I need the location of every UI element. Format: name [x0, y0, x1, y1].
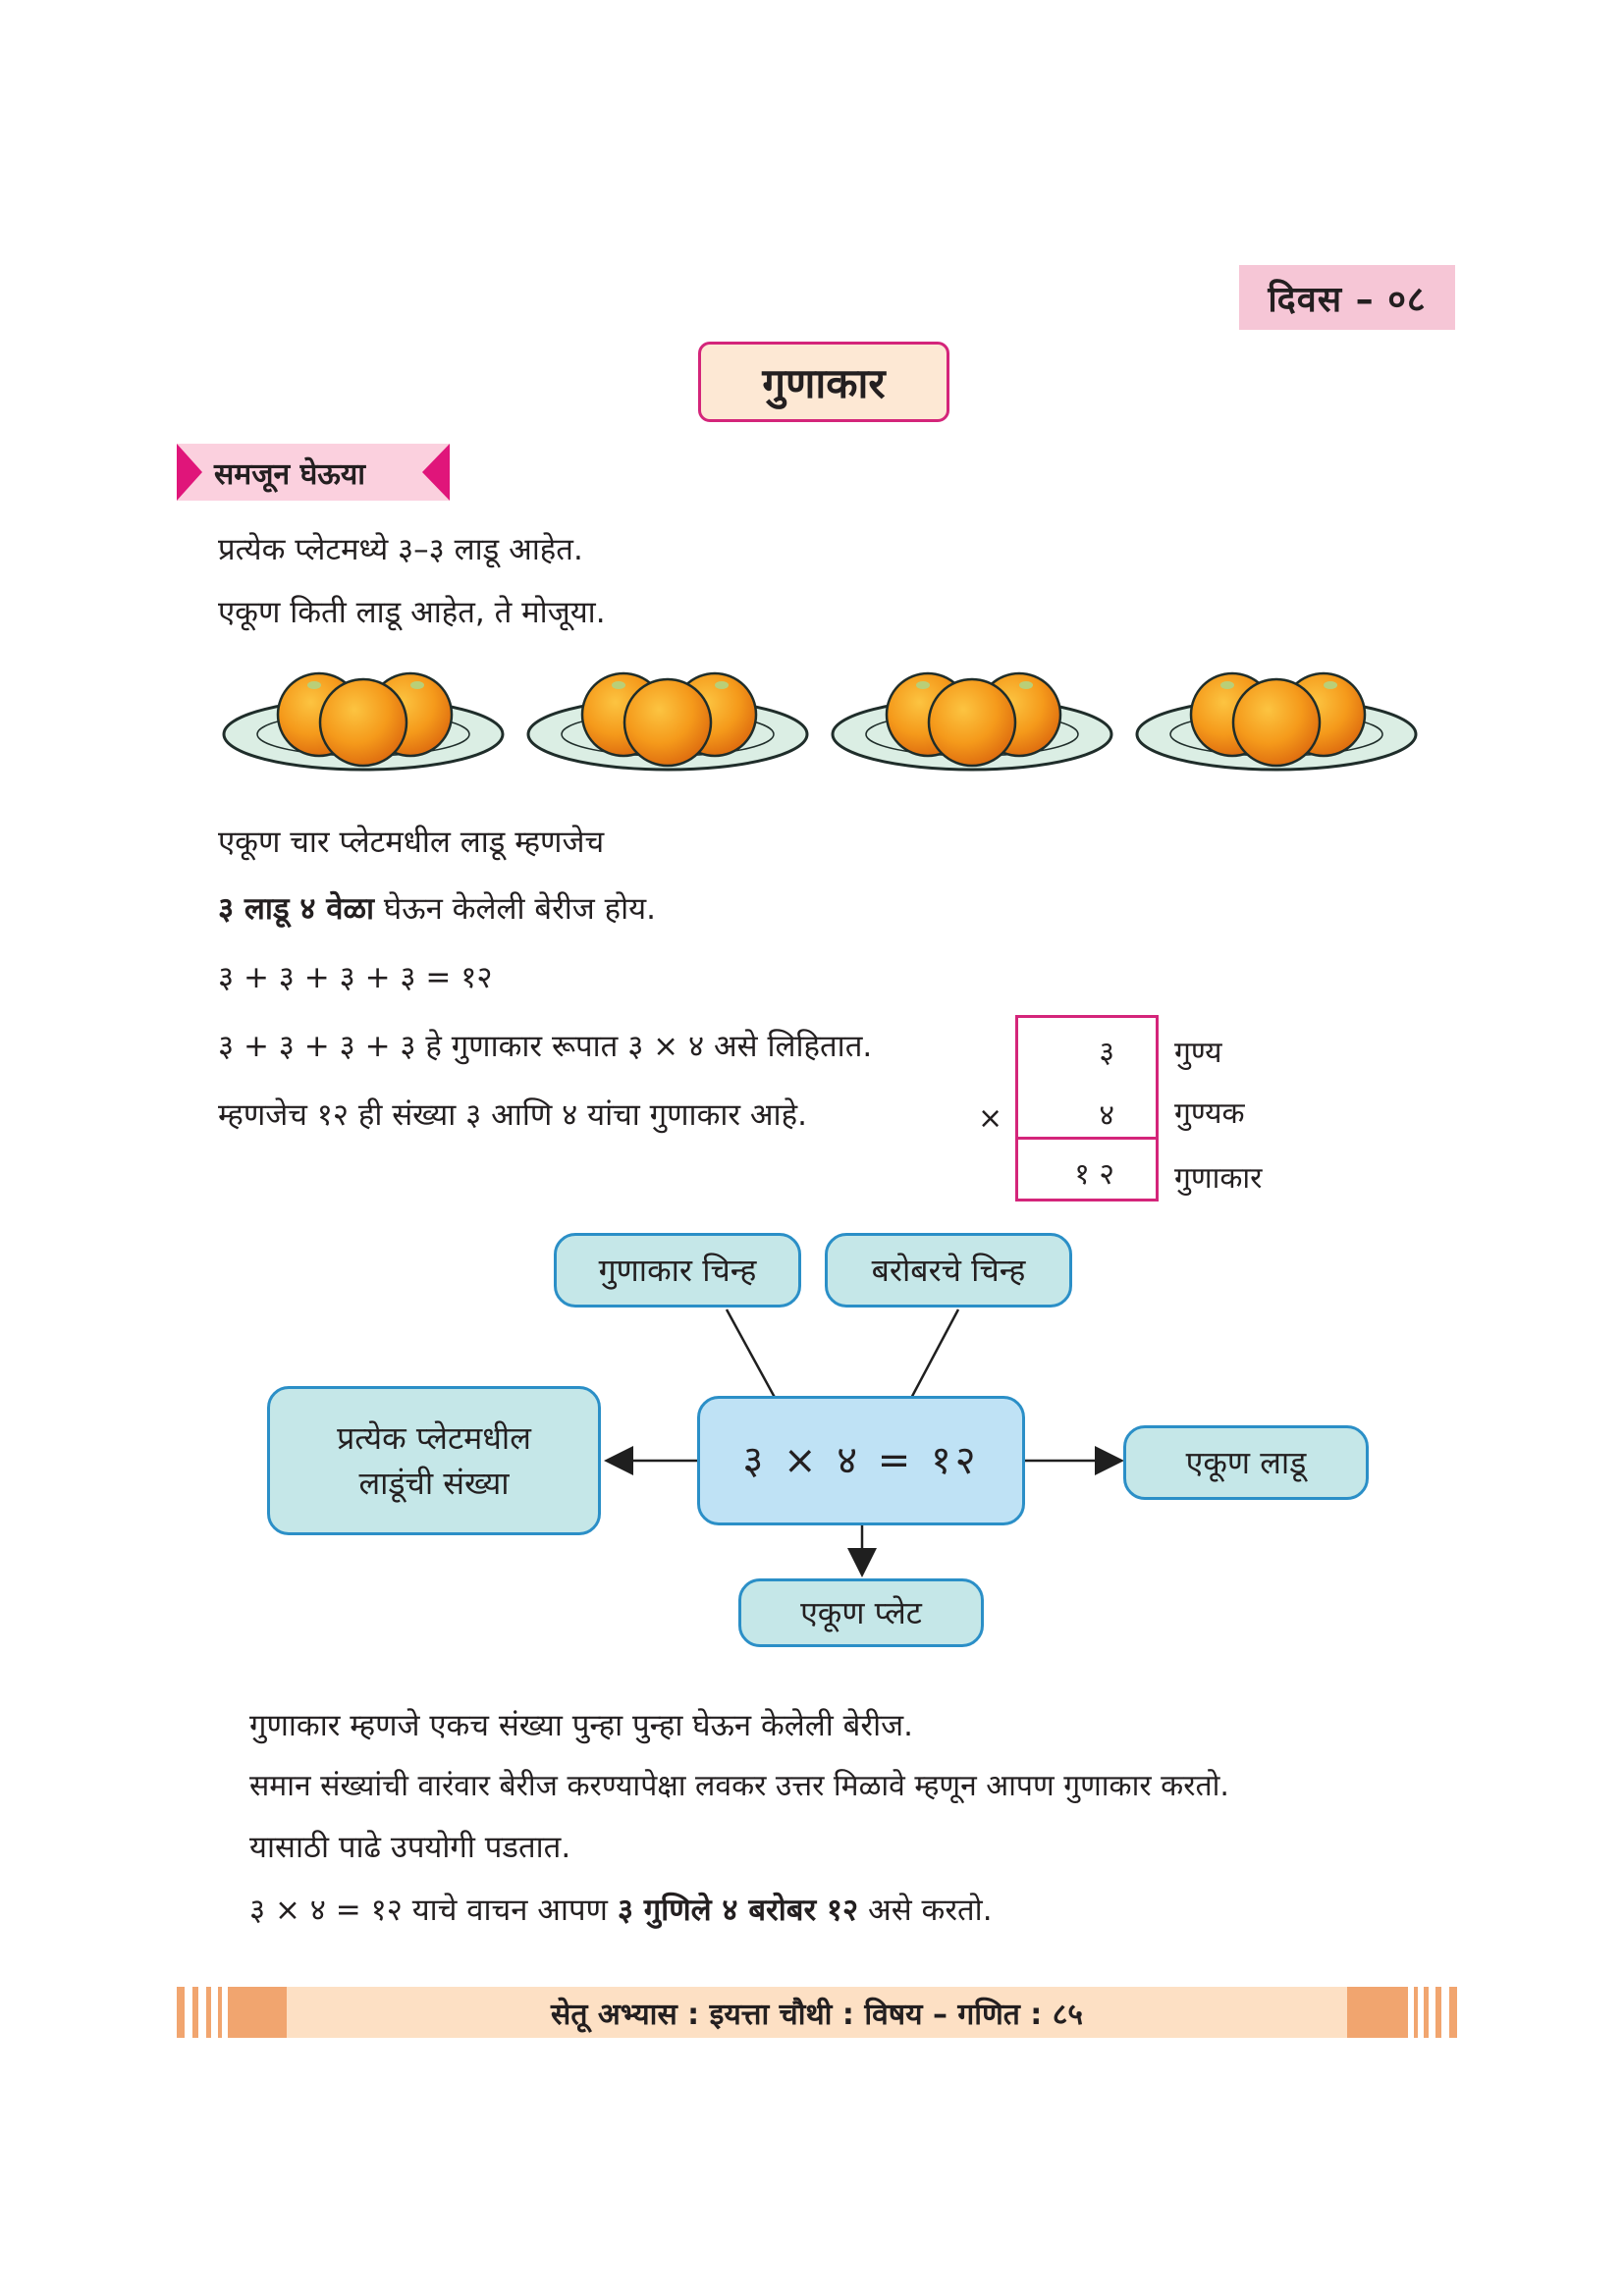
multiplication-sign-node: गुणाकार चिन्ह	[554, 1233, 801, 1308]
explain-line-5: म्हणजेच १२ ही संख्या ३ आणि ४ यांचा गुणाकार आहे.	[218, 1097, 807, 1133]
summary-line-1: गुणाकार म्हणजे एकच संख्या पुन्हा पुन्हा घेऊन केलेली बेरीज.	[249, 1708, 913, 1743]
section-label: समजून घेऊया	[177, 444, 450, 501]
multiplicand-label: गुण्य	[1174, 1036, 1222, 1070]
explain-line-2-rest: घेऊन केलेली बेरीज होय.	[374, 891, 656, 927]
multiplicand-value: ३	[1099, 1036, 1114, 1070]
equation-text: ३ × ४ = १२	[734, 1438, 987, 1483]
footer-stripe	[1435, 1987, 1441, 2038]
summary-line-4-a: ३ × ४ = १२ याचे वाचन आपण	[249, 1893, 618, 1928]
footer-stripe	[1424, 1987, 1429, 2038]
equation-node	[697, 1396, 1025, 1525]
explain-line-2-bold: ३ लाडू ४ वेळा	[218, 891, 375, 927]
summary-line-4	[249, 1891, 993, 1930]
summary-line-2: समान संख्यांची वारंवार बेरीज करण्यापेक्षा लवकर उत्तर मिळावे म्हणून आपण गुणाकार करतो.	[249, 1769, 1229, 1803]
multiplier-label: गुण्यक	[1174, 1096, 1245, 1131]
footer-stripe	[192, 1987, 198, 2038]
footer-stripe	[1347, 1987, 1408, 2038]
explain-line-3: ३ + ३ + ३ + ३ = १२	[218, 960, 493, 995]
footer-stripe	[218, 1987, 222, 2038]
total-plates-node: एकूण प्लेट	[738, 1578, 984, 1647]
per-plate-line-2: लाडूंची संख्या	[358, 1465, 510, 1502]
summary-line-4-bold: ३ गुणिले ४ बरोबर १२	[617, 1893, 859, 1928]
product-label: गुणाकार	[1174, 1161, 1263, 1196]
day-label: दिवस – ०८	[1239, 265, 1455, 330]
footer-stripe	[177, 1987, 185, 2038]
page-footer: सेतू अभ्यास : इयत्ता चौथी : विषय – गणित : ८५	[287, 1987, 1347, 2038]
summary-line-4-b: असे करतो.	[858, 1893, 993, 1928]
intro-line-2: एकूण किती लाडू आहेत, ते मोजूया.	[218, 595, 606, 630]
product-value: १ २	[1074, 1157, 1114, 1192]
footer-stripe	[206, 1987, 211, 2038]
per-plate-count-node	[267, 1386, 601, 1535]
multiplier-value: ४	[1099, 1098, 1114, 1133]
intro-line-1: प्रत्येक प्लेटमध्ये ३–३ लाडू आहेत.	[218, 532, 583, 567]
total-laddus-node: एकूण लाडू	[1123, 1425, 1369, 1500]
equals-sign-node: बरोबरचे चिन्ह	[825, 1233, 1072, 1308]
summary-line-3: यासाठी पाढे उपयोगी पडतात.	[249, 1830, 571, 1865]
footer-stripe	[1449, 1987, 1457, 2038]
footer-stripe	[1414, 1987, 1418, 2038]
explain-line-1: एकूण चार प्लेटमधील लाडू म्हणजेच	[218, 825, 605, 860]
multiply-sign: ×	[978, 1101, 1003, 1136]
per-plate-line-1: प्रत्येक प्लेटमधील	[337, 1419, 531, 1457]
footer-stripe	[228, 1987, 287, 2038]
explain-line-4: ३ + ३ + ३ + ३ हे गुणाकार रूपात ३ × ४ असे लिहितात.	[218, 1029, 873, 1064]
page-title: गुणाकार	[698, 342, 949, 422]
